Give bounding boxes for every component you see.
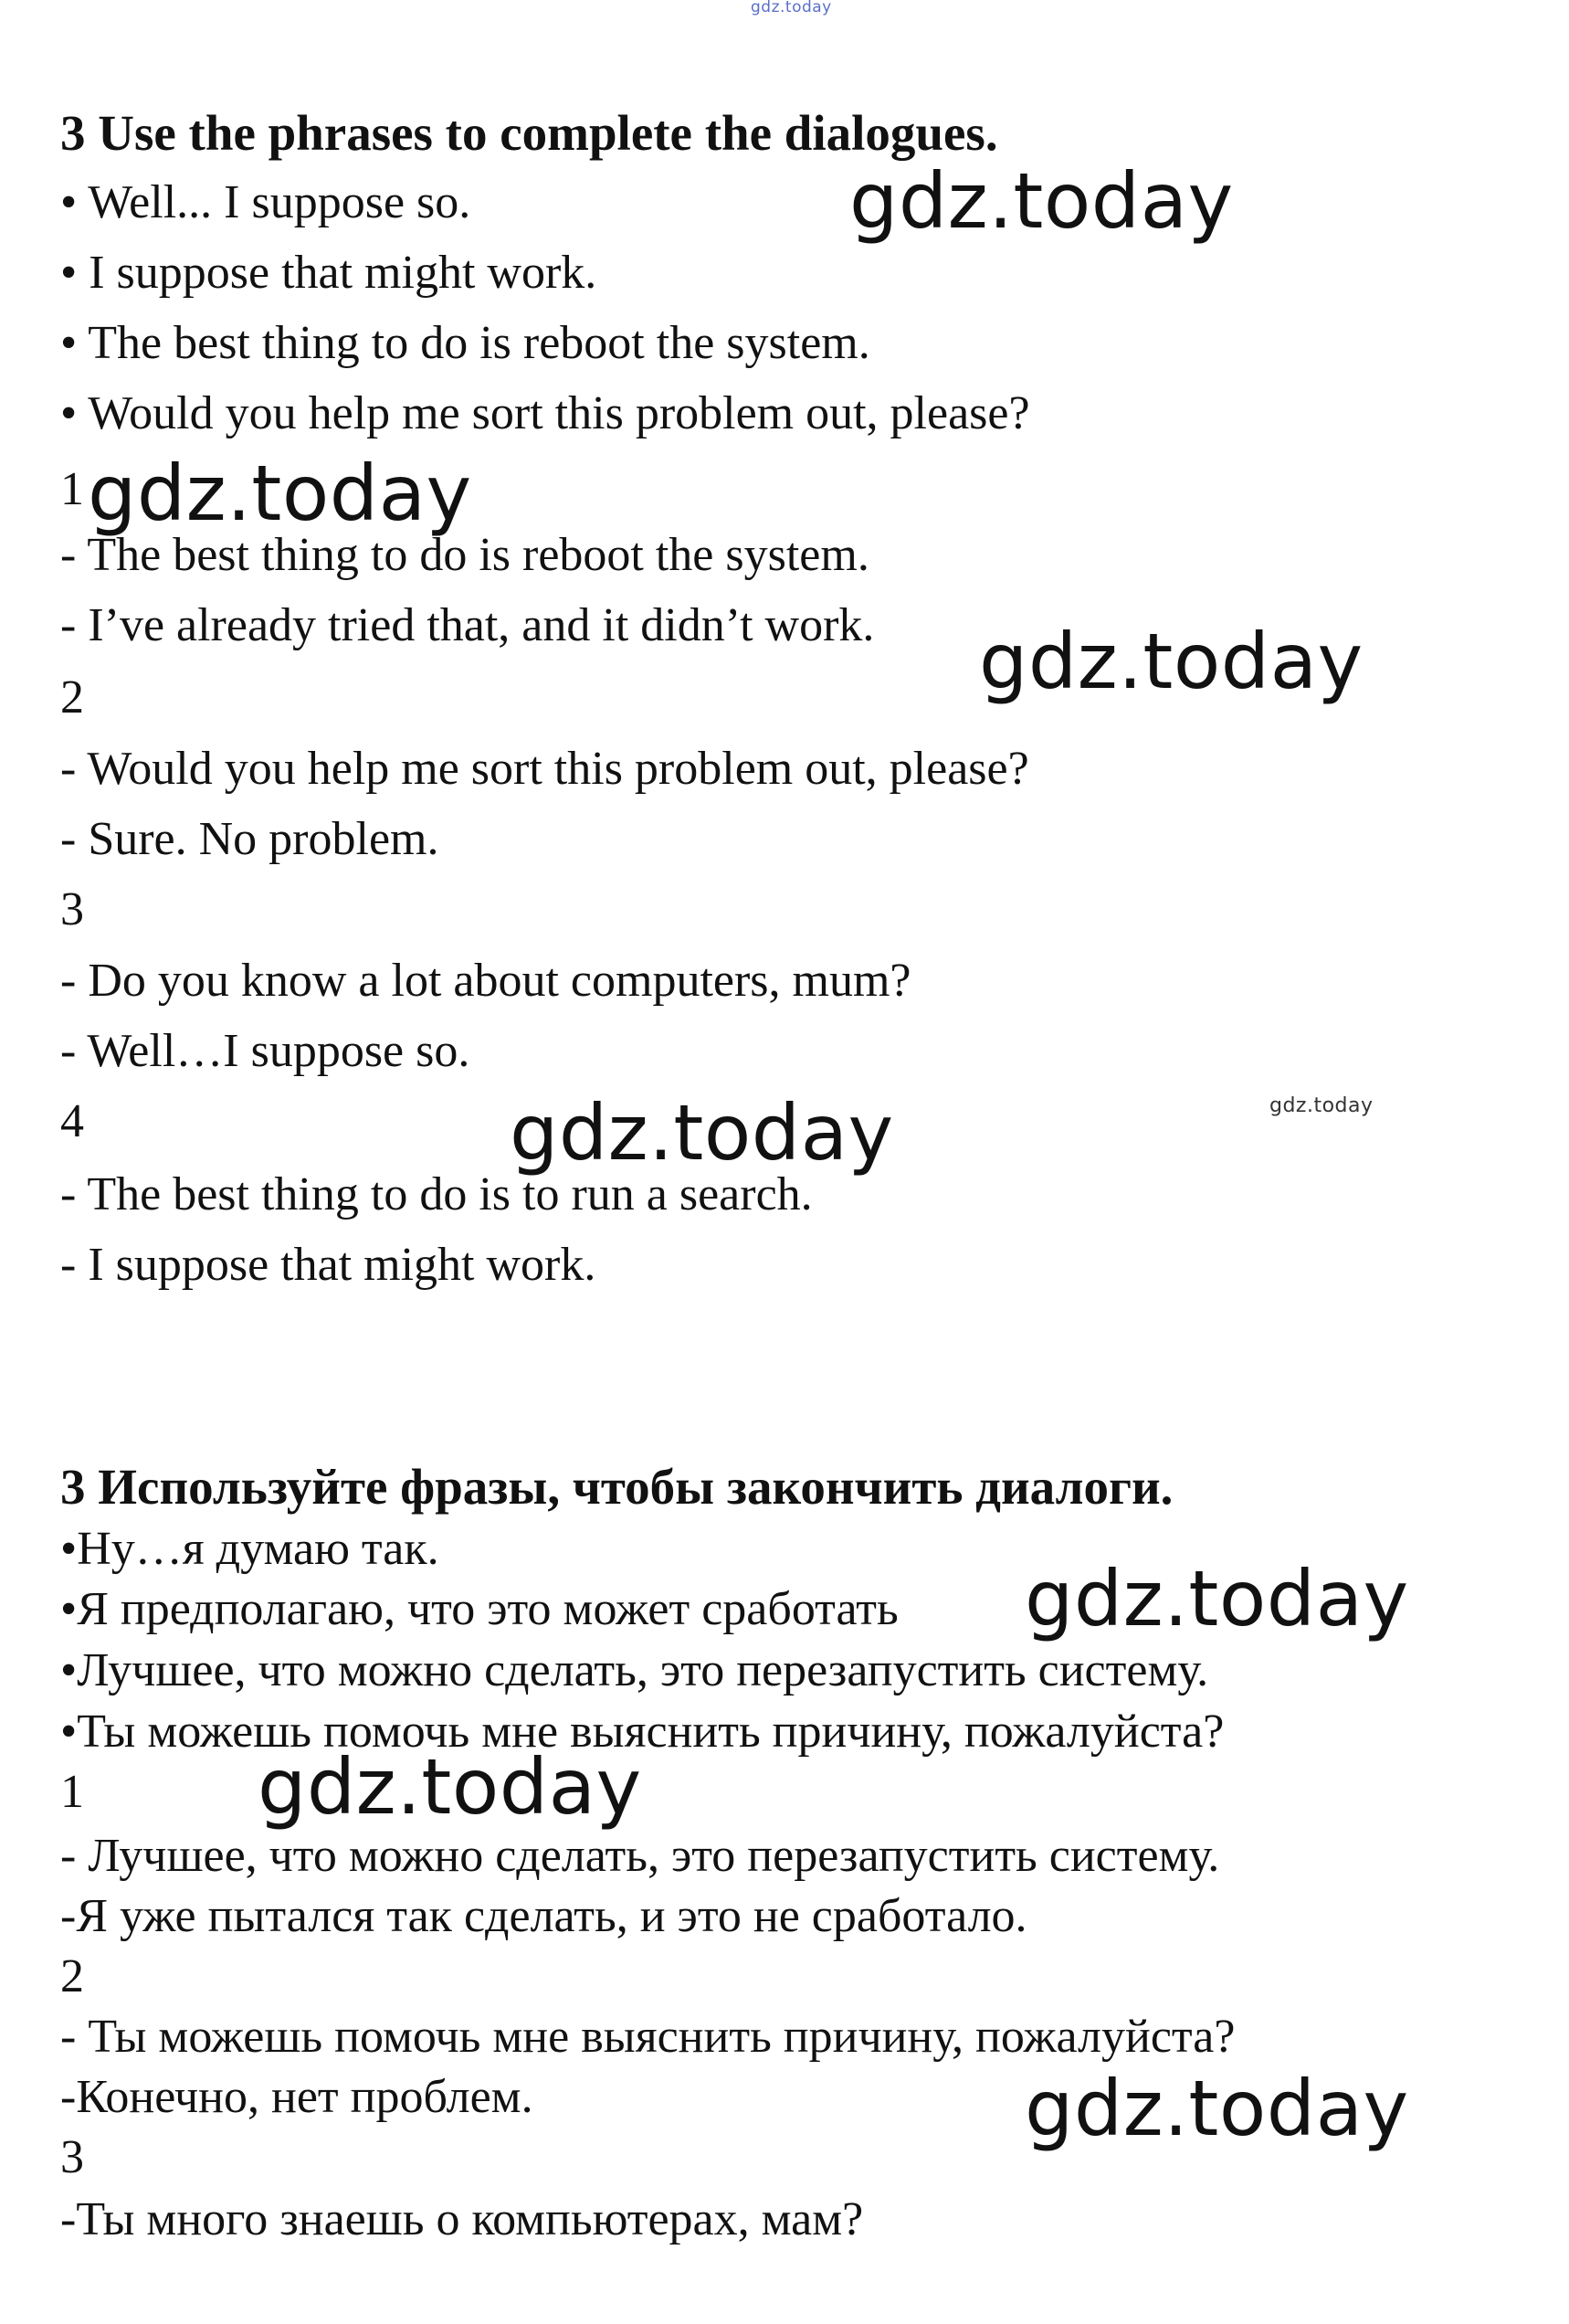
english-phrase-3: • The best thing to do is reboot the system.: [60, 317, 870, 369]
russian-phrase-2: •Я предполагаю, что это может сработать: [60, 1583, 899, 1635]
english-dialogue-4-line-2: - I suppose that might work.: [60, 1239, 596, 1291]
russian-dialogue-2-line-1: - Ты можешь помочь мне выяснить причину, пожалуйста?: [60, 2011, 1236, 2063]
russian-phrase-4: •Ты можешь помочь мне выяснить причину, пожалуйста?: [60, 1706, 1225, 1758]
russian-phrase-1: •Ну…я думаю так.: [60, 1523, 439, 1575]
english-dialogue-3-line-2: - Well…I suppose so.: [60, 1025, 470, 1077]
watermark-4: gdz.today: [510, 1088, 894, 1178]
english-phrase-4: • Would you help me sort this problem out, please?: [60, 387, 1030, 439]
russian-dialogue-2-line-2: -Конечно, нет проблем.: [60, 2071, 533, 2123]
russian-dialogue-1-line-1: - Лучшее, что можно сделать, это перезапустить систему.: [60, 1830, 1220, 1882]
english-dialogue-1-number: 1: [60, 463, 84, 515]
english-dialogue-2-number: 2: [60, 671, 84, 724]
english-dialogue-1-line-1: - The best thing to do is reboot the system.: [60, 529, 869, 581]
english-dialogue-2-line-2: - Sure. No problem.: [60, 813, 439, 865]
russian-dialogue-1-number: 1: [60, 1766, 84, 1818]
watermark-7: gdz.today: [1025, 2064, 1409, 2153]
watermark-3: gdz.today: [979, 617, 1364, 706]
russian-dialogue-2-number: 2: [60, 1950, 84, 2002]
russian-heading: 3 Используйте фразы, чтобы закончить диалоги.: [60, 1459, 1174, 1515]
watermark-6: gdz.today: [258, 1742, 642, 1832]
watermark-top: gdz.today: [751, 0, 832, 16]
english-phrase-2: • I suppose that might work.: [60, 247, 597, 299]
watermark-2: gdz.today: [88, 449, 472, 538]
english-dialogue-4-line-1: - The best thing to do is to run a search.: [60, 1168, 813, 1220]
russian-dialogue-3-number: 3: [60, 2131, 84, 2183]
russian-dialogue-1-line-2: -Я уже пытался так сделать, и это не сработало.: [60, 1890, 1027, 1942]
english-dialogue-3-line-1: - Do you know a lot about computers, mum?: [60, 955, 911, 1007]
english-dialogue-1-line-2: - I’ve already tried that, and it didn’t work.: [60, 599, 875, 651]
watermark-1: gdz.today: [849, 156, 1234, 246]
english-dialogue-4-number: 4: [60, 1095, 84, 1147]
english-dialogue-2-line-1: - Would you help me sort this problem out, please?: [60, 743, 1029, 795]
english-dialogue-3-number: 3: [60, 883, 84, 935]
russian-phrase-3: •Лучшее, что можно сделать, это перезапустить систему.: [60, 1644, 1209, 1696]
russian-dialogue-3-line-1: -Ты много знаешь о компьютерах, мам?: [60, 2193, 864, 2245]
english-heading: 3 Use the phrases to complete the dialogues.: [60, 105, 998, 161]
english-phrase-1: • Well... I suppose so.: [60, 176, 471, 228]
watermark-small: gdz.today: [1269, 1094, 1374, 1117]
watermark-5: gdz.today: [1025, 1554, 1409, 1643]
